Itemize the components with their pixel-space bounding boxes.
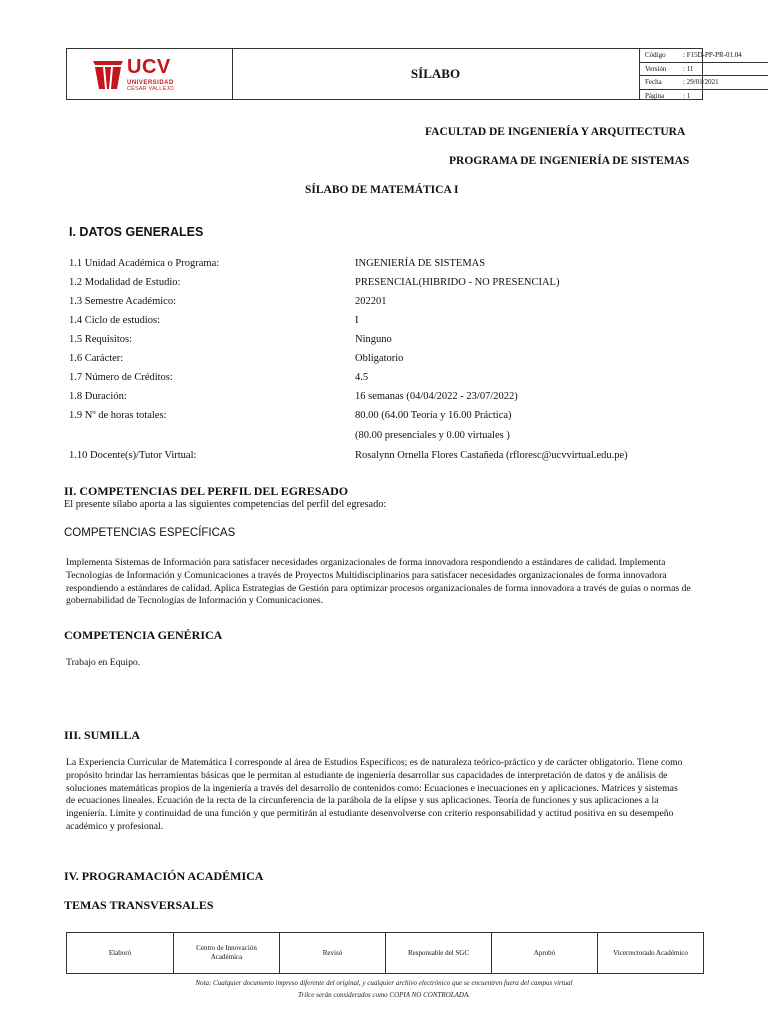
approval-table xyxy=(66,932,704,974)
generic-competency-text: Trabajo en Equipo. xyxy=(66,657,141,668)
general-data-row: 1.10 Docente(s)/Tutor Virtual: Rosalynn Ornella Flores Castañeda (rfloresc@ucvvirtual.edu.pe) xyxy=(69,450,628,461)
document-meta xyxy=(639,49,768,99)
meta-page: Página : 1 xyxy=(645,91,691,100)
general-data-row: 1.1 Unidad Académica o Programa: INGENIERÍA DE SISTEMAS xyxy=(69,258,486,269)
general-data-row: 1.2 Modalidad de Estudio: PRESENCIAL(HIBRIDO - NO PRESENCIAL) xyxy=(69,277,560,288)
meta-version: Versión : 11 xyxy=(640,63,768,77)
specific-competencies-text: Implementa Sistemas de Información para satisfacer necesidades organizacionales de forma innovadora respondiendo a estándares de calidad. Implementa Tecnologías de Información y Comunicaciones a través de Proyectos Multidisciplinarios para satisfacer necesidades organizacionales de forma innovadora respondiendo a estándares de calidad. Aplica Estrategias de Gestión para optimizar procesos organizacionales de forma innovadora a través de guías o normas de gobernabilidad de Tecnologías de Información y Comunicaciones. xyxy=(66,557,691,607)
general-data-row: 1.7 Número de Créditos: 4.5 xyxy=(69,372,369,383)
program-heading: PROGRAMA DE INGENIERÍA DE SISTEMAS xyxy=(449,155,690,167)
section-3-title: III. SUMILLA xyxy=(64,728,141,742)
section-2-title: II. COMPETENCIAS DEL PERFIL DEL EGRESADO xyxy=(64,484,349,498)
approval-cell: Responsable del SGC xyxy=(386,933,492,973)
general-data-row: 1.8 Duración: 16 semanas (04/04/2022 - 23/07/2022) xyxy=(69,391,518,402)
footer-note: Nota: Cualquier documento impreso diferente del original, y cualquier archivo electrónico que se encuentren fuera del campus virtual Trilce serán considerados como COPIA NO CONTROLADA. xyxy=(195,979,573,999)
approval-cell: Aprobó xyxy=(492,933,598,973)
general-data-row: 1.6 Carácter: Obligatorio xyxy=(69,353,404,364)
general-data-row: 1.4 Ciclo de estudios: I xyxy=(69,315,359,326)
header-table xyxy=(66,48,742,100)
document-title: SÍLABO xyxy=(232,49,640,99)
faculty-heading: FACULTAD DE INGENIERÍA Y ARQUITECTURA xyxy=(425,126,686,138)
meta-date: Fecha : 29/01/2021 xyxy=(640,76,768,90)
approval-cell: Vicerrectorado Académico xyxy=(613,948,688,957)
section-1-title: I. DATOS GENERALES xyxy=(69,225,204,239)
transversal-topics-title: TEMAS TRANSVERSALES xyxy=(64,898,214,912)
logo-university: UNIVERSIDAD xyxy=(127,80,174,86)
logo-cell xyxy=(67,49,233,99)
section-2-intro: El presente sílabo aporta a las siguientes competencias del perfil del egresado: xyxy=(64,499,387,510)
logo-name: CÉSAR VALLEJO xyxy=(127,86,174,92)
general-data-row: (80.00 presenciales y 0.00 virtuales ) xyxy=(355,430,510,441)
generic-competency-title: COMPETENCIA GENÉRICA xyxy=(64,628,223,642)
syllabus-heading: SÍLABO DE MATEMÁTICA I xyxy=(305,184,459,196)
sumilla-text: La Experiencia Curricular de Matemática I corresponde al área de Estudios Específicos; es de naturaleza teórico-práctico y de carácter obligatorio. Tiene como propósito brindar las herramientas básicas que le permitan al estudiante de ingeniería desarrollar sus capacidades de interpretación de datos y de análisis de soluciones matemáticas propios de la ingeniería a través del desarrollo de contenidos como: Ecuaciones e inecuaciones en y aplicaciones. Matrices y sistemas de ecuaciones lineales. Ecuación de la recta de la circunferencia de la parábola de la elipse y sus aplicaciones. Teoría de funciones y sus aplicaciones a la ingeniería. Límite y continuidad de una función y que permitirán al estudiante desenvolverse con criterio responsabilidad y actitud positiva en su desempeño académico y profesional. xyxy=(66,757,683,832)
general-data-row: 1.9 Nº de horas totales: 80.00 (64.00 Teoría y 16.00 Práctica) xyxy=(69,410,512,421)
general-data-row: 1.5 Requisitos: Ninguno xyxy=(69,334,392,345)
ucv-shield-icon xyxy=(91,57,125,91)
approval-cell: Revisó xyxy=(280,933,386,973)
specific-competencies-title: COMPETENCIAS ESPECÍFICAS xyxy=(64,527,236,539)
general-data-row: 1.3 Semestre Académico: 202201 xyxy=(69,296,387,307)
logo-wordmark: UCV xyxy=(127,56,171,78)
approval-cell: Centro de Innovación Académica xyxy=(174,933,280,973)
approval-cell: Elaboró xyxy=(67,933,174,973)
meta-code: Código : F15D-PP-PR-01.04 xyxy=(640,49,768,63)
section-4-title: IV. PROGRAMACIÓN ACADÉMICA xyxy=(64,869,264,883)
ucv-logo xyxy=(91,56,209,92)
